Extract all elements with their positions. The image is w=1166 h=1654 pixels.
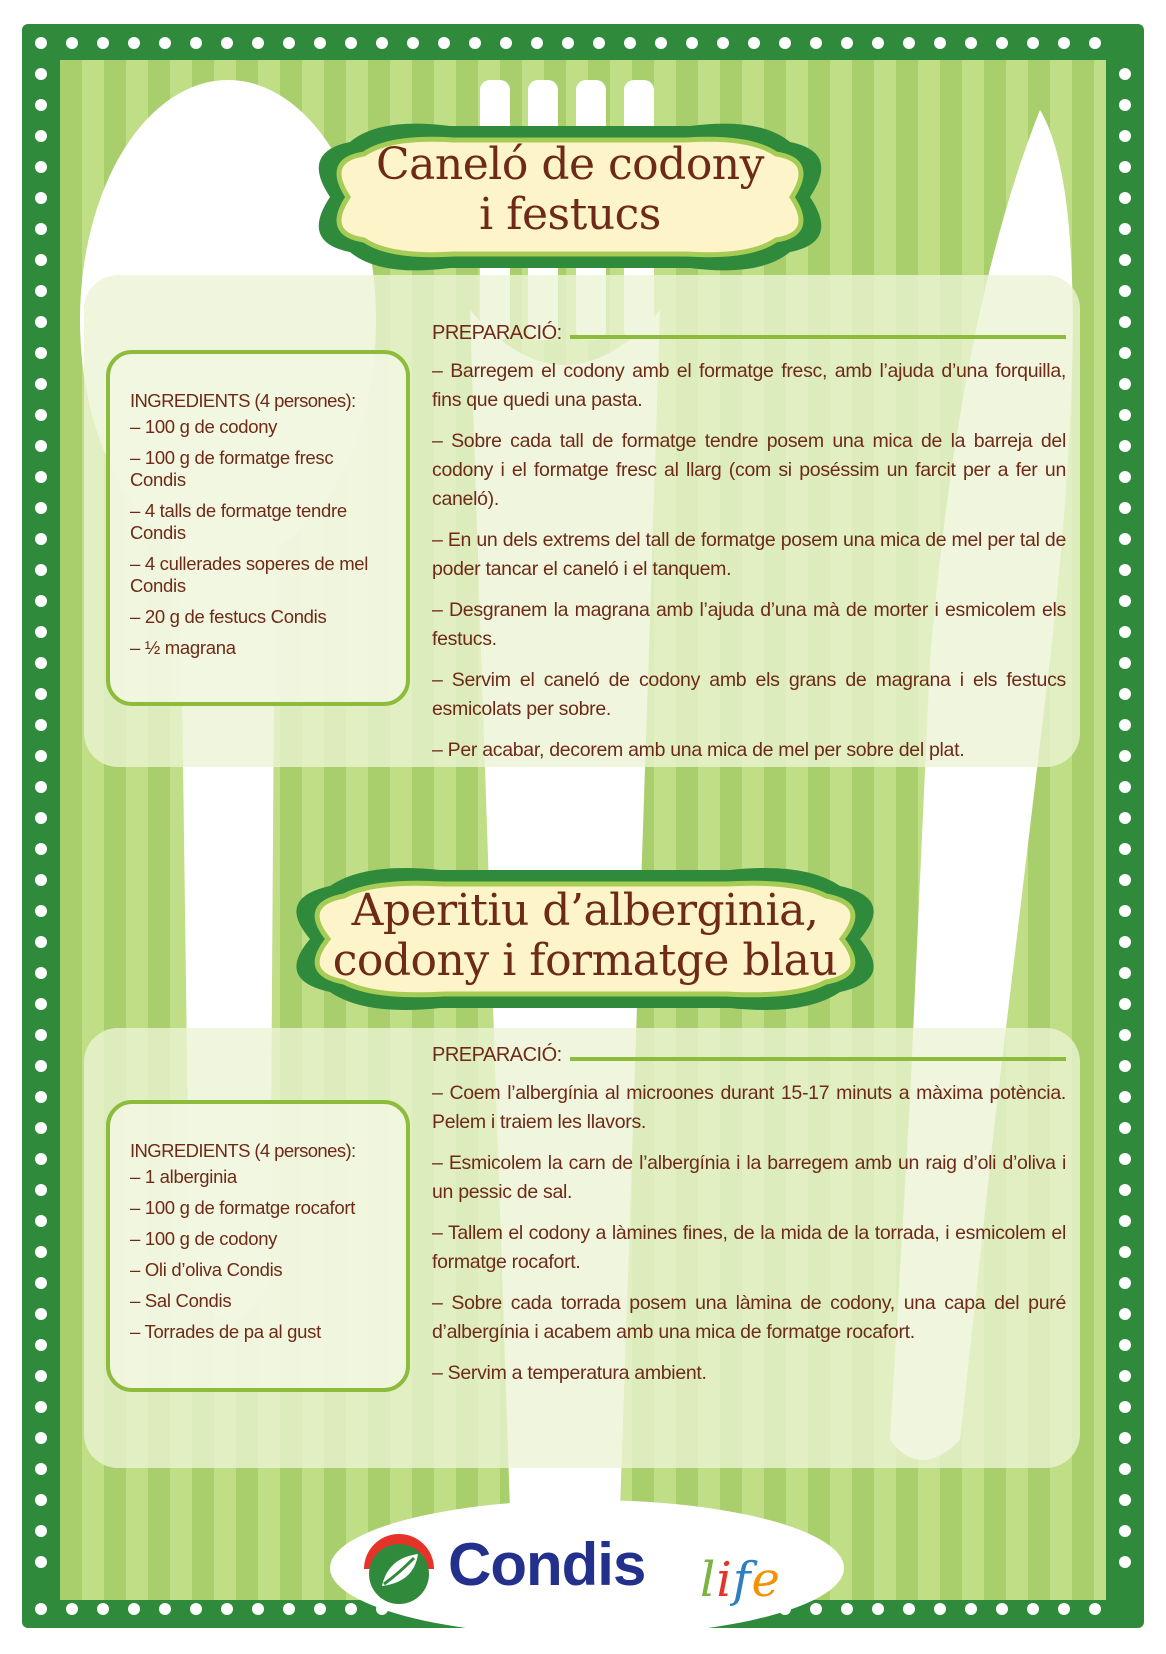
frame-dot: [35, 812, 47, 824]
frame-dot: [624, 37, 636, 49]
frame-dot: [1119, 1494, 1131, 1506]
frame-dot: [1119, 440, 1131, 452]
frame-dot: [35, 1029, 47, 1041]
frame-dot: [35, 781, 47, 793]
frame-dot: [35, 285, 47, 297]
frame-dot: [1119, 843, 1131, 855]
frame-dot: [1119, 1556, 1131, 1568]
frame-dot: [1119, 1091, 1131, 1103]
prep-step: – Sobre cada tall de formatge tendre posem una mica de la barreja del codony i el formatge fresc al llarg (com si poséssim un farcit per a fer un caneló).: [432, 430, 1066, 510]
frame-dot: [1119, 316, 1131, 328]
ingredient-item: – 1 alberginia: [130, 1166, 237, 1187]
frame-dot: [1089, 37, 1101, 49]
frame-dot: [35, 1060, 47, 1072]
frame-dot: [1119, 1029, 1131, 1041]
frame-dot: [438, 37, 450, 49]
frame-dot: [35, 316, 47, 328]
frame-dot: [97, 1603, 109, 1615]
prep-step: – Barregem el codony amb el formatge fresc, amb l’ajuda d’una forquilla, fins que quedi una pasta.: [432, 360, 1066, 411]
frame-dot: [779, 37, 791, 49]
frame-dot: [221, 37, 233, 49]
frame-dot: [1119, 1463, 1131, 1475]
life-letter: i: [716, 1552, 733, 1608]
frame-dot: [35, 502, 47, 514]
ingredient-item: – 100 g de formatge rocafort: [130, 1197, 356, 1218]
frame-dot: [35, 1277, 47, 1289]
frame-dot: [655, 37, 667, 49]
recipe2-title-plaque: [270, 858, 900, 1020]
frame-dot: [1119, 998, 1131, 1010]
frame-dot: [1119, 657, 1131, 669]
frame-dot: [35, 626, 47, 638]
recipe1-ingredients-heading: INGREDIENTS (4 persones):: [130, 390, 356, 411]
frame-dot: [35, 533, 47, 545]
frame-dot: [1119, 750, 1131, 762]
recipe1-title-plaque: [290, 112, 850, 282]
frame-dot: [66, 37, 78, 49]
frame-dot: [35, 471, 47, 483]
frame-dot: [1119, 1339, 1131, 1351]
frame-dot: [748, 37, 760, 49]
frame-dot: [35, 750, 47, 762]
frame-dot: [97, 37, 109, 49]
ingredient-item: – 100 g de formatge fresc Condis: [130, 447, 334, 490]
ingredient-item: – 100 g de codony: [130, 416, 278, 437]
frame-dot: [996, 37, 1008, 49]
frame-dot: [35, 37, 47, 49]
frame-dot: [934, 1603, 946, 1615]
frame-dot: [1027, 37, 1039, 49]
frame-dot: [1119, 1246, 1131, 1258]
frame-dot: [872, 37, 884, 49]
frame-dot: [35, 1122, 47, 1134]
frame-dot: [35, 1432, 47, 1444]
frame-dot: [35, 1401, 47, 1413]
frame-dot: [252, 1603, 264, 1615]
ingredient-item: – Torrades de pa al gust: [130, 1321, 321, 1342]
logo-brand-text: Condis: [448, 1531, 646, 1598]
frame-dot: [35, 1525, 47, 1537]
frame-dot: [1119, 99, 1131, 111]
recipe2-preparation: [432, 1044, 1066, 1400]
frame-dot: [66, 1603, 78, 1615]
frame-dot: [35, 564, 47, 576]
frame-dot: [1119, 874, 1131, 886]
frame-dot: [35, 409, 47, 421]
ingredient-item: – Sal Condis: [130, 1290, 232, 1311]
life-letter: l: [700, 1552, 717, 1608]
frame-dot: [1119, 533, 1131, 545]
frame-dot: [872, 1603, 884, 1615]
frame-dot: [35, 905, 47, 917]
frame-dot: [35, 1215, 47, 1227]
frame-dot: [35, 254, 47, 266]
frame-dot: [934, 37, 946, 49]
frame-dot: [1089, 1603, 1101, 1615]
frame-dot: [35, 347, 47, 359]
frame-dot: [1119, 1525, 1131, 1537]
frame-dot: [593, 37, 605, 49]
prep-step: – En un dels extrems del tall de formatge posem una mica de mel per tal de poder tancar el caneló i el tanquem.: [432, 529, 1066, 580]
ingredient-item: – ½ magrana: [130, 637, 236, 658]
frame-dot: [35, 1370, 47, 1382]
frame-dot: [128, 1603, 140, 1615]
frame-dot: [128, 37, 140, 49]
frame-dot: [190, 37, 202, 49]
frame-dot: [35, 1603, 47, 1615]
frame-dot: [283, 1603, 295, 1615]
frame-dot: [35, 378, 47, 390]
frame-dot: [1119, 1153, 1131, 1165]
prep-step: – Servim a temperatura ambient.: [432, 1362, 707, 1384]
frame-dot: [996, 1603, 1008, 1615]
frame-dot: [35, 843, 47, 855]
frame-dot: [1119, 688, 1131, 700]
recipe1-ingredients-list: [130, 416, 390, 659]
frame-dot: [159, 37, 171, 49]
frame-dot: [1027, 1603, 1039, 1615]
frame-dot: [1119, 1277, 1131, 1289]
prep-step: – Per acabar, decorem amb una mica de mel per sobre del plat.: [432, 739, 965, 761]
prep-step: – Sobre cada torrada posem una làmina de codony, una capa del puré d’albergínia i acabem amb una mica de formatge rocafort.: [432, 1292, 1066, 1343]
frame-dot: [841, 37, 853, 49]
frame-dot: [965, 1603, 977, 1615]
frame-dot: [35, 595, 47, 607]
frame-dot: [35, 998, 47, 1010]
frame-dot: [1119, 223, 1131, 235]
frame-dot: [35, 1494, 47, 1506]
frame-dot: [376, 37, 388, 49]
frame-dot: [35, 1339, 47, 1351]
recipe1-title-line2: i festucs: [479, 189, 661, 240]
frame-dot: [35, 1153, 47, 1165]
recipe1-ingredients-box: [106, 350, 410, 706]
frame-dot: [1119, 595, 1131, 607]
prep-step: – Desgranem la magrana amb l’ajuda d’una mà de morter i esmicolem els festucs.: [432, 599, 1066, 650]
frame-dot: [1119, 1308, 1131, 1320]
frame-dot: [35, 967, 47, 979]
recipe2-title-line2: codony i formatge blau: [332, 935, 838, 986]
recipe1-preparation: [432, 322, 1066, 777]
frame-dot: [35, 1091, 47, 1103]
frame-dot: [1119, 161, 1131, 173]
frame-dot: [35, 1246, 47, 1258]
frame-dot: [35, 1463, 47, 1475]
heading-rule: [570, 1057, 1066, 1061]
prep-step: – Esmicolem la carn de l’albergínia i la barregem amb un raig d’oli d’oliva i un pessic de sal.: [432, 1152, 1066, 1203]
recipe1-title-line1: Caneló de codony: [376, 139, 764, 190]
frame-dot: [1119, 1401, 1131, 1413]
frame-dot: [1119, 130, 1131, 142]
frame-dot: [686, 37, 698, 49]
frame-dot: [1119, 1432, 1131, 1444]
ingredient-item: – 4 talls de formatge tendre Condis: [130, 500, 347, 543]
frame-dot: [35, 719, 47, 731]
recipe1-prep-heading-row: [432, 322, 1066, 345]
frame-dot: [1119, 285, 1131, 297]
recipe1-prep-heading: PREPARACIÓ:: [432, 322, 562, 344]
frame-dot: [1119, 471, 1131, 483]
frame-dot: [810, 37, 822, 49]
frame-dot: [283, 37, 295, 49]
frame-dot: [35, 1556, 47, 1568]
frame-dot: [1119, 781, 1131, 793]
recipe2-ingredients-list: [130, 1166, 390, 1343]
frame-dot: [1119, 1370, 1131, 1382]
frame-dot: [35, 1184, 47, 1196]
frame-dot: [221, 1603, 233, 1615]
frame-dot: [531, 37, 543, 49]
frame-dot: [35, 161, 47, 173]
recipe2-prep-heading-row: [432, 1044, 1066, 1067]
prep-step: – Tallem el codony a làmines fines, de la mida de la torrada, i esmicolem el formatge rocafort.: [432, 1222, 1066, 1273]
prep-step: – Coem l’albergínia al microones durant 15-17 minuts a màxima potència. Pelem i traiem les llavors.: [432, 1082, 1066, 1133]
prep-step: – Servim el caneló de codony amb els grans de magrana i els festucs esmicolats per sobre.: [432, 669, 1066, 720]
frame-dot: [1119, 1122, 1131, 1134]
frame-dot: [35, 192, 47, 204]
frame-dot: [1058, 1603, 1070, 1615]
frame-dot: [717, 37, 729, 49]
frame-dot: [1119, 502, 1131, 514]
recipe2-prep-heading: PREPARACIÓ:: [432, 1044, 562, 1066]
frame-dot: [1119, 254, 1131, 266]
frame-dot: [1119, 564, 1131, 576]
frame-dot: [35, 657, 47, 669]
logo-life-text: [700, 1552, 781, 1608]
frame-dot: [1119, 626, 1131, 638]
frame-dot: [1119, 192, 1131, 204]
condis-leaf-icon: [360, 1530, 438, 1608]
frame-dot: [500, 37, 512, 49]
recipe2-ingredients-box: [106, 1100, 410, 1392]
frame-dot: [407, 37, 419, 49]
frame-dot: [35, 68, 47, 80]
frame-dot: [35, 130, 47, 142]
life-letter: e: [751, 1552, 781, 1608]
frame-dot: [1119, 905, 1131, 917]
frame-dot: [1119, 409, 1131, 421]
frame-dot: [345, 37, 357, 49]
frame-dot: [903, 1603, 915, 1615]
life-letter: f: [732, 1552, 752, 1608]
frame-dot: [1119, 967, 1131, 979]
recipe2-ingredients-heading: INGREDIENTS (4 persones):: [130, 1140, 356, 1161]
frame-dot: [35, 874, 47, 886]
frame-dot: [1119, 719, 1131, 731]
frame-dot: [903, 37, 915, 49]
frame-dot: [1058, 37, 1070, 49]
frame-dot: [1119, 68, 1131, 80]
frame-dot: [35, 1308, 47, 1320]
recipe1-title: [290, 140, 850, 240]
frame-dot: [1119, 936, 1131, 948]
frame-dot: [35, 99, 47, 111]
ingredient-item: – 4 cullerades soperes de mel Condis: [130, 553, 369, 596]
frame-dot: [469, 37, 481, 49]
frame-dot: [314, 37, 326, 49]
ingredient-item: – Oli d’oliva Condis: [130, 1259, 283, 1280]
frame-dot: [35, 440, 47, 452]
frame-dot: [562, 37, 574, 49]
frame-dot: [965, 37, 977, 49]
frame-dot: [252, 37, 264, 49]
ingredient-item: – 100 g de codony: [130, 1228, 278, 1249]
frame-dot: [35, 223, 47, 235]
frame-dot: [1119, 347, 1131, 359]
frame-dot: [1119, 378, 1131, 390]
frame-dot: [1119, 1060, 1131, 1072]
ingredient-item: – 20 g de festucs Condis: [130, 606, 327, 627]
heading-rule: [570, 335, 1066, 339]
frame-dot: [35, 936, 47, 948]
frame-dot: [314, 1603, 326, 1615]
frame-dot: [190, 1603, 202, 1615]
frame-dot: [1119, 1184, 1131, 1196]
frame-dot: [1119, 812, 1131, 824]
frame-dot: [159, 1603, 171, 1615]
frame-dot: [35, 688, 47, 700]
condis-life-logo: [330, 1500, 844, 1636]
frame-dot: [1119, 1215, 1131, 1227]
recipe2-title: [270, 886, 900, 986]
recipe2-title-line1: Aperitiu d’alberginia,: [351, 885, 819, 936]
